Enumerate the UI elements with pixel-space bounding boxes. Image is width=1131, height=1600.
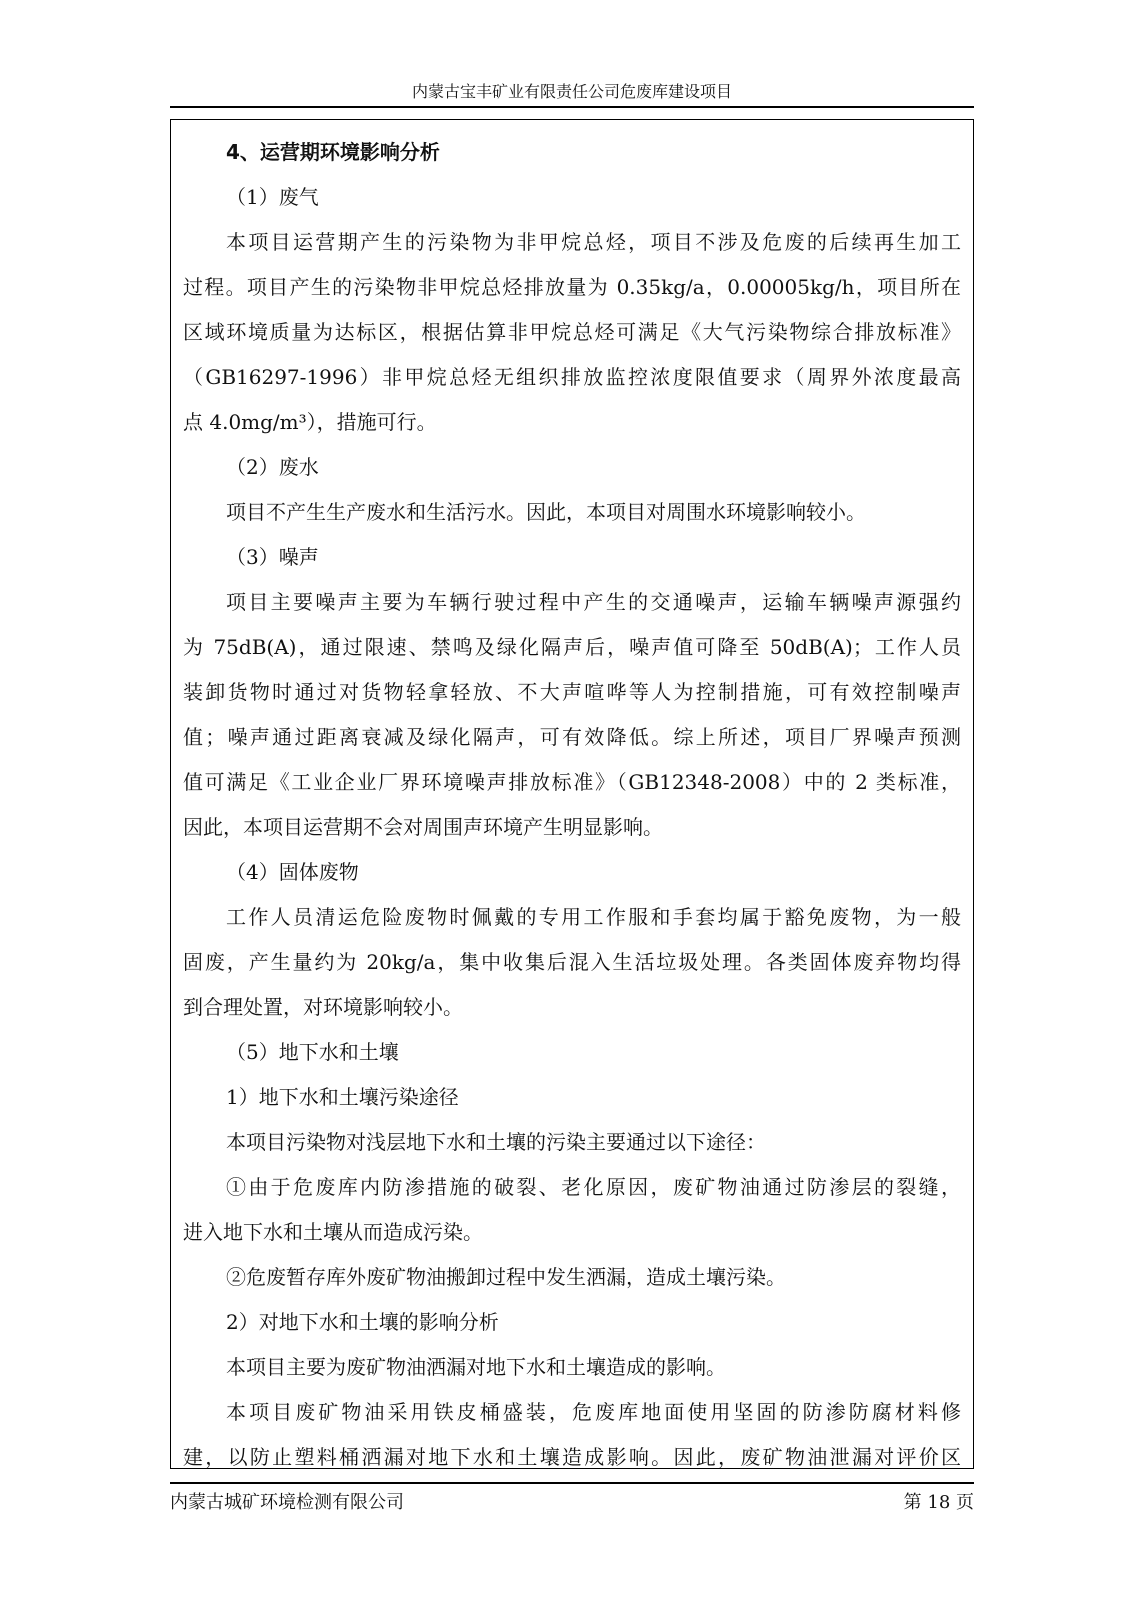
text-line: 2）对地下水和土壤的影响分析 [226, 1310, 499, 1334]
footer-company: 内蒙古城矿环境检测有限公司 [170, 1492, 404, 1513]
text-line: 建，以防止塑料桶洒漏对地下水和土壤造成影响。因此，废矿物油泄漏对评价区 [183, 1445, 961, 1469]
text-line: 点 4.0mg/m³），措施可行。 [183, 410, 437, 434]
text-line: 到合理处置，对环境影响较小。 [183, 995, 463, 1019]
text-line: 本项目运营期产生的污染物为非甲烷总烃，项目不涉及危废的后续再生加工 [226, 230, 961, 254]
body-text [171, 120, 973, 1480]
text-line: 本项目污染物对浅层地下水和土壤的污染主要通过以下途径： [226, 1130, 766, 1154]
text-line: 项目不产生生产废水和生活污水。因此，本项目对周围水环境影响较小。 [226, 500, 866, 524]
content-box [170, 119, 974, 1469]
text-line: 值；噪声通过距离衰减及绿化隔声，可有效降低。综上所述，项目厂界噪声预测 [183, 725, 961, 749]
text-line: 本项目主要为废矿物油洒漏对地下水和土壤造成的影响。 [226, 1355, 726, 1379]
text-line: 本项目废矿物油采用铁皮桶盛装，危废库地面使用坚固的防渗防腐材料修 [226, 1400, 961, 1424]
text-line: 项目主要噪声主要为车辆行驶过程中产生的交通噪声，运输车辆噪声源强约 [226, 590, 961, 614]
header-rule [170, 106, 974, 108]
text-line: 值可满足《工业企业厂界环境噪声排放标准》（GB12348-2008）中的 2 类标准， [183, 770, 961, 794]
text-line: ②危废暂存库外废矿物油搬卸过程中发生洒漏，造成土壤污染。 [226, 1265, 786, 1289]
text-line: （1）废气 [226, 185, 319, 209]
text-line: （GB16297-1996）非甲烷总烃无组织排放监控浓度限值要求（周界外浓度最高 [183, 365, 961, 389]
footer-page-number: 第 18 页 [903, 1492, 974, 1513]
text-line: 装卸货物时通过对货物轻拿轻放、不大声喧哗等人为控制措施，可有效控制噪声 [183, 680, 961, 704]
text-line: 因此，本项目运营期不会对周围声环境产生明显影响。 [183, 815, 663, 839]
text-line: 固废，产生量约为 20kg/a，集中收集后混入生活垃圾处理。各类固体废弃物均得 [183, 950, 961, 974]
text-line: 区域环境质量为达标区，根据估算非甲烷总烃可满足《大气污染物综合排放标准》 [183, 320, 961, 344]
text-line: （3）噪声 [226, 545, 319, 569]
text-line: 工作人员清运危险废物时佩戴的专用工作服和手套均属于豁免废物，为一般 [226, 905, 961, 929]
text-line: ①由于危废库内防渗措施的破裂、老化原因，废矿物油通过防渗层的裂缝， [226, 1175, 961, 1199]
text-line: 进入地下水和土壤从而造成污染。 [183, 1220, 483, 1244]
text-line: （2）废水 [226, 455, 319, 479]
section-heading: 4、运营期环境影响分析 [226, 140, 440, 164]
text-line: （5）地下水和土壤 [226, 1040, 399, 1064]
text-line: 过程。项目产生的污染物非甲烷总烃排放量为 0.35kg/a，0.00005kg/h，项目所在 [183, 275, 961, 299]
text-line: 为 75dB(A)，通过限速、禁鸣及绿化隔声后，噪声值可降至 50dB(A)；工作人员 [183, 635, 961, 659]
footer-rule [170, 1482, 974, 1484]
text-line: 1）地下水和土壤污染途径 [226, 1085, 459, 1109]
text-line: （4）固体废物 [226, 860, 359, 884]
page-header-title: 内蒙古宝丰矿业有限责任公司危废库建设项目 [411, 82, 732, 101]
